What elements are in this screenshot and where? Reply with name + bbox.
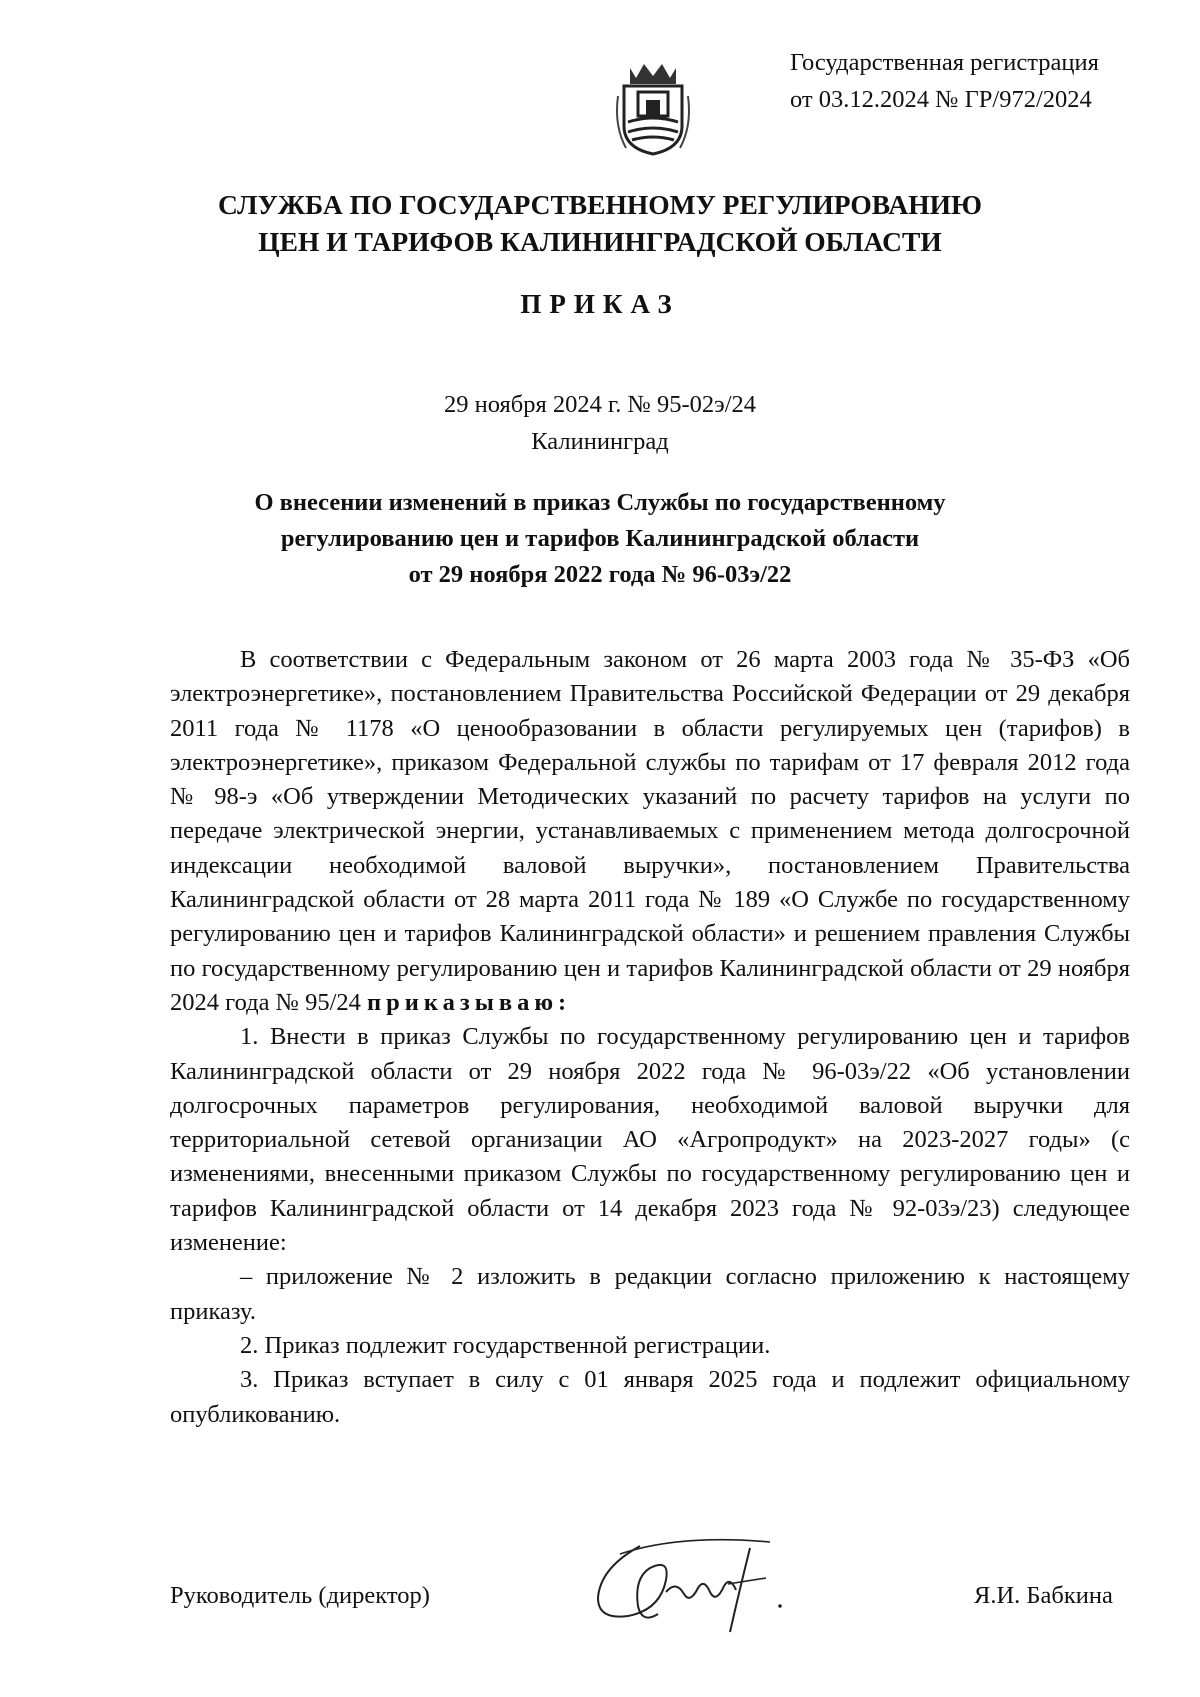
order-word: приказываю: (367, 988, 572, 1016)
document-title (150, 485, 1050, 593)
title-line-2: регулированию цен и тарифов Калининградской области (280, 525, 920, 552)
registration-stamp (790, 44, 1099, 118)
signer-name: Я.И. Бабкина (974, 1582, 1113, 1609)
item-1-sub: – приложение № 2 изложить в редакции согласно приложению к настоящему приказу. (170, 1263, 1130, 1325)
title-line-1: О внесении изменений в приказ Службы по государственному (254, 489, 946, 516)
document-type: ПРИКАЗ (520, 289, 680, 319)
registration-line-2: от 03.12.2024 № ГР/972/2024 (790, 86, 1092, 113)
item-1: 1. Внести в приказ Службы по государственному регулированию цен и тарифов Калининградской области от 29 ноября 2022 года № 96-03э/22 «Об установлении долгосрочных параметров регулирования, необходимой валовой выручки для территориальной сетевой организации АО «Агропродукт» на 2023-2027 годы» (с изменениями, внесенными приказом Службы по государственному регулированию цен и тарифов Калининградской области от 14 декабря 2023 года № 92-03э/23) следующее изменение: (170, 1023, 1130, 1257)
title-line-3: от 29 ноября 2022 года № 96-03э/22 (408, 561, 792, 588)
item-3: 3. Приказ вступает в силу с 01 января 2025 года и подлежит официальному опубликованию. (170, 1366, 1130, 1428)
item-2: 2. Приказ подлежит государственной регистрации. (240, 1331, 771, 1359)
organization-line-2: ЦЕН И ТАРИФОВ КАЛИНИНГРАДСКОЙ ОБЛАСТИ (258, 226, 942, 257)
preamble-text: В соответствии с Федеральным законом от 26 марта 2003 года № 35-ФЗ «Об электроэнергетике», постановлением Правительства Российской Федерации от 29 декабря 2011 года № 1178 «О ценообразовании в области регулируемых цен (тарифов) в электроэнергетике», приказом Федеральной службы по тарифам от 17 февраля 2012 года № 98-э «Об утверждении Методических указаний по расчету тарифов на услуги по передаче электрической энергии, устанавливаемых с применением метода долгосрочной индексации необходимой валовой выручки», постановлением Правительства Калининградской области от 28 марта 2011 года № 189 «О Службе по государственному регулированию цен и тарифов Калининградской области» и решением правления Службы по государственному регулированию цен и тарифов Калининградской области от 29 ноября 2024 года № 95/24 (170, 646, 1130, 1016)
organization-line-1: СЛУЖБА ПО ГОСУДАРСТВЕННОМУ РЕГУЛИРОВАНИЮ (218, 189, 982, 220)
date-number: 29 ноября 2024 г. № 95-02э/24 (443, 391, 757, 418)
handwritten-signature (580, 1528, 840, 1638)
signer-role: Руководитель (директор) (170, 1582, 430, 1609)
organization-heading (0, 186, 1200, 260)
registration-line-1: Государственная регистрация (790, 49, 1099, 76)
coat-of-arms-icon (614, 56, 692, 156)
city: Калининград (531, 428, 669, 455)
document-body (170, 643, 1130, 1432)
preamble-paragraph (170, 643, 1130, 1020)
document-meta (0, 386, 1200, 460)
